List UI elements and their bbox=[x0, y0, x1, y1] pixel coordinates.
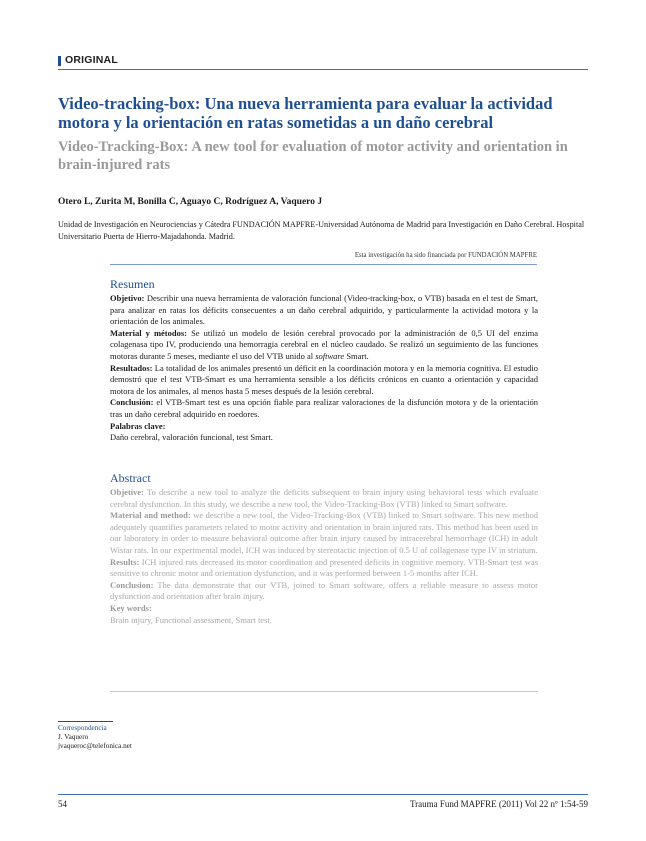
author-list: Otero L, Zurita M, Bonilla C, Aguayo C, Rodríguez A, Vaquero J bbox=[58, 197, 323, 207]
resumen-keywords: Daño cerebral, valoración funcional, test Smart. bbox=[110, 432, 273, 443]
resumen-body bbox=[110, 293, 538, 444]
funding-note: Esta investigación ha sido financiada por FUNDACIÓN MAPFRE bbox=[110, 252, 537, 265]
correspondence-label: Correspondencia bbox=[58, 724, 107, 732]
abstract-divider bbox=[110, 691, 538, 692]
resumen-objetivo bbox=[110, 293, 538, 328]
resumen-conclusion-label: Conclusión: bbox=[110, 397, 154, 408]
resumen-objetivo-text: Describir una nueva herramienta de valoración funcional (Video-tracking-box, o VTB) basada en el test de Smart, para analizar en ratas los déficits consecuentes a un daño cerebral adquirido, y particularmente la actividad motora y la orientación de los animales. bbox=[110, 293, 539, 327]
abstract-results bbox=[110, 557, 538, 580]
title-english: Video-Tracking-Box: A new tool for evaluation of motor activity and orientation in brain-injured rats bbox=[58, 139, 568, 173]
resumen-keywords-label: Palabras clave: bbox=[110, 420, 166, 431]
resumen-material-label: Material y métodos: bbox=[110, 327, 188, 338]
abstract-heading: Abstract bbox=[110, 471, 151, 485]
abstract-conclusion-text: The data demonstrate that our VTB, joined to Smart software, offers a reliable measure to assess motor dysfunction and orientation after brain injury. bbox=[110, 579, 538, 602]
resumen-material-emphasis: software bbox=[315, 350, 345, 361]
abstract-objective-label: Objetive: bbox=[110, 487, 144, 497]
resumen-keywords-label-line bbox=[110, 421, 538, 433]
journal-citation: Trauma Fund MAPFRE (2011) Vol 22 nº 1:54-59 bbox=[409, 799, 588, 809]
title-spanish: Video-tracking-box: Una nueva herramienta para evaluar la actividad motora y la orientación en ratas sometidas a un daño cerebral bbox=[58, 94, 553, 132]
footer-divider bbox=[58, 794, 588, 795]
section-marker bbox=[58, 56, 61, 66]
resumen-resultados bbox=[110, 363, 538, 398]
correspondence-block bbox=[58, 724, 132, 751]
abstract-material-label: Material and method: bbox=[110, 510, 191, 521]
abstract-keywords-label-line bbox=[110, 603, 538, 615]
abstract-keywords: Brain injury, Functional assessment, Smart test. bbox=[110, 614, 272, 625]
abstract-material-text: we describe a new tool, the Video-Tracking-Box (VTB) linked to Smart software. This new method adequately quantifies parameters related to motor activity and orientation in brain injured rats. This method has been used in our laboratory in order to measure behavioral outcome after brain injury caused by intracerebral hemorrhage (ICH) in adult Wistar rats. In our experimental model, ICH was induced by stereotactic injection of 0.5 U of collagenase type IV in striatum. bbox=[110, 510, 539, 555]
section-label-text: ORIGINAL bbox=[65, 54, 118, 66]
abstract-material bbox=[110, 510, 538, 556]
resumen-material-text: Se utilizó un modelo de lesión cerebral provocado por la administración de 0,5 UI del enzima colagenasa tipo IV, produciendo una hemorragia cerebral en el núcleo caudado. Se realizó un seguimiento de las funciones motoras durante 5 meses, mediante el uso del VTB unido al bbox=[110, 327, 539, 361]
abstract-results-label: Results: bbox=[110, 556, 140, 567]
abstract-objective-text: To describe a new tool to analyze the deficits subsequent to brain injury using behavioral tests which evaluate cerebral dysfunction. In this study, we describe a new tool, the Video-Tracking-Box (VTB) linked to Smart software. bbox=[110, 487, 538, 509]
abstract-objective bbox=[110, 487, 538, 510]
abstract-conclusion-label: Conclusion: bbox=[110, 579, 154, 590]
resumen-material bbox=[110, 328, 538, 363]
affiliation: Unidad de Investigación en Neurociencias y Cátedra FUNDACIÓN MAPFRE-Universidad Autónoma de Madrid para Investigación en Daño Cerebral. Hospital Universitario Puerta de Hierro-Majadahonda. Madrid. bbox=[58, 220, 585, 241]
section-label bbox=[58, 54, 588, 70]
resumen-conclusion-text: el VTB-Smart test es una opción fiable para realizar valoraciones de la disfunción motora y de la orientación tras un daño cerebral adquirido en roedores. bbox=[110, 397, 539, 419]
abstract-keywords-label: Key words: bbox=[110, 602, 152, 613]
resumen-resultados-text: La totalidad de los animales presentó un déficit en la coordinación motora y en la memoria cognitiva. El estudio demostró que el test VTB-Smart es una herramienta sensible a los déficits crónicos en cuanto a orientación y capacidad motora de los animales, al menos hasta 5 meses después de la lesión cerebral. bbox=[110, 362, 539, 396]
resumen-objetivo-label: Objetivo: bbox=[110, 293, 145, 303]
abstract-results-text: ICH injured rats decreased its motor coordination and presented deficits in cognitive memory. VTB-Smart test was sensitive to chronic motor and orientation dysfunction, and it was performed between 1-5 months after ICH. bbox=[110, 556, 538, 579]
resumen-material-end: Smart. bbox=[346, 350, 369, 361]
resumen-resultados-label: Resultados: bbox=[110, 362, 153, 373]
correspondence-email[interactable]: jvaqueroc@telefonica.net bbox=[58, 742, 132, 750]
abstract-conclusion bbox=[110, 580, 538, 603]
page-number: 54 bbox=[58, 799, 67, 809]
abstract-body bbox=[110, 487, 538, 626]
correspondence-name: J. Vaquero bbox=[58, 733, 89, 741]
resumen-conclusion bbox=[110, 397, 538, 420]
resumen-heading: Resumen bbox=[110, 277, 155, 291]
correspondence-divider bbox=[58, 721, 113, 722]
